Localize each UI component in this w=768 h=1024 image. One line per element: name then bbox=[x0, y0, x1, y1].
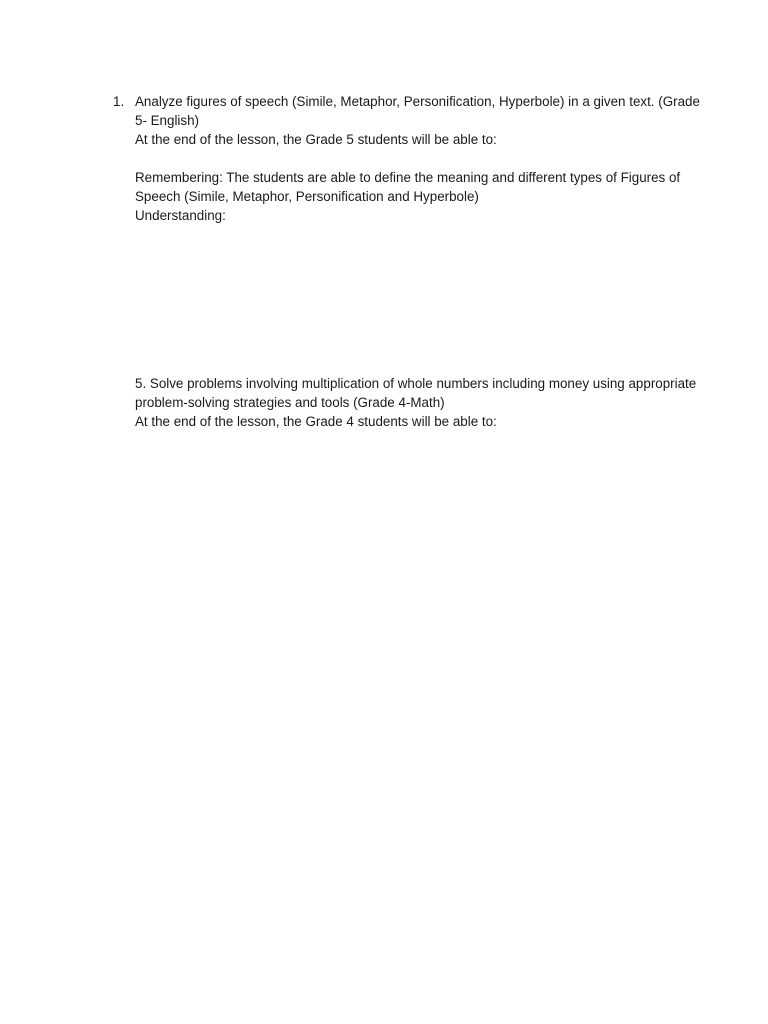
remembering-line: Remembering: The students are able to define the meaning and different types of Figures of bbox=[135, 170, 681, 185]
objective-title-line: 5. Solve problems involving multiplication of whole numbers including money using appropriate bbox=[135, 376, 697, 391]
list-item-5 bbox=[135, 374, 695, 431]
remembering-line: Speech (Simile, Metaphor, Personification and Hyperbole) bbox=[135, 189, 479, 204]
blank-line bbox=[135, 149, 693, 168]
list-item-body bbox=[135, 92, 700, 225]
objective-title-line: Analyze figures of speech (Simile, Metaphor, Personification, Hyperbole) in a given text. (Grade bbox=[135, 94, 700, 109]
understanding-label: Understanding: bbox=[135, 208, 226, 223]
lesson-intro: At the end of the lesson, the Grade 5 students will be able to: bbox=[135, 132, 497, 147]
lesson-intro: At the end of the lesson, the Grade 4 students will be able to: bbox=[135, 414, 497, 429]
objective-title-line: problem-solving strategies and tools (Grade 4-Math) bbox=[135, 395, 445, 410]
list-number: 1. bbox=[113, 94, 125, 109]
objective-title-line: 5- English) bbox=[135, 113, 200, 128]
